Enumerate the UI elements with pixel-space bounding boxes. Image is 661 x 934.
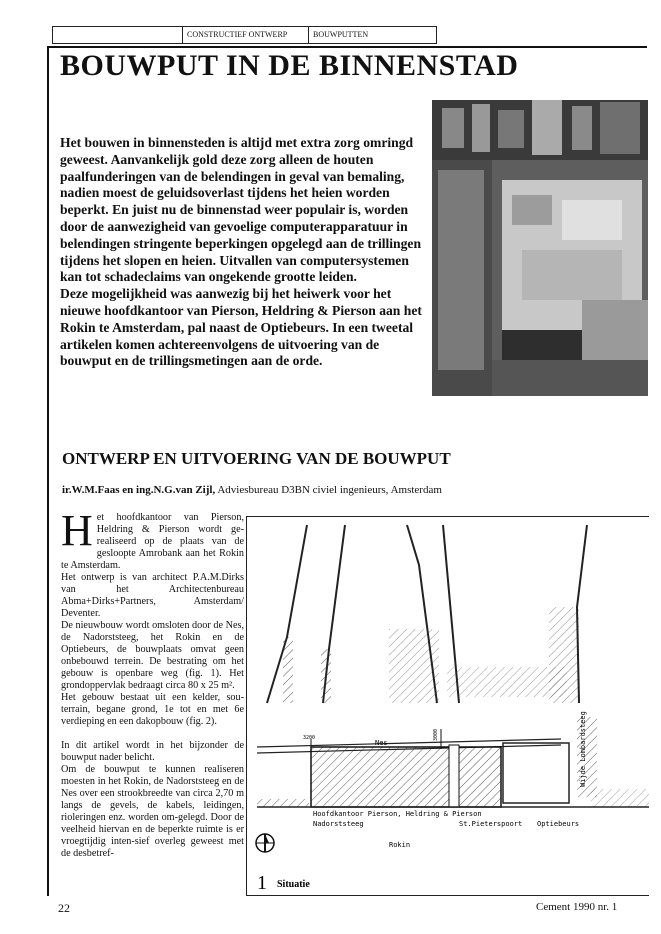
header-category: CONSTRUCTIEF ONTWERP	[182, 27, 308, 43]
label-wijde-lombardsteeg: Wijde Lombardsteeg	[579, 711, 587, 787]
label-dim-left: 3200	[303, 735, 316, 741]
body-paragraph-3: De nieuwbouw wordt omsloten door de Nes, de Nadorststeeg, het Rokin en de Optiebeurs, de bouwplaats omvat geen onbebouwd terrein. De bestrating om het gebouw is openbare weg (fig. 1). Het grondoppervlak bedraagt circa 80 x 25 m².	[61, 620, 244, 691]
body-paragraph-5: In dit artikel wordt in het bijzonder de bouwput nader belicht.	[61, 740, 244, 763]
section-heading: ONTWERP EN UITVOERING VAN DE BOUWPUT	[62, 449, 451, 468]
label-optiebeurs: Optiebeurs	[537, 820, 580, 828]
body-paragraph-4: Het gebouw bestaat uit een kelder, sou-terrain, begane grond, 1e tot en met 6e verdieping en een dakopbouw (fig. 2).	[61, 692, 244, 727]
body-paragraph-1: Het hoofdkantoor van Pierson, Heldring & Pierson wordt ge-realiseerd op de plaats van de gesloopte Amrobank aan het Rokin te Amsterdam.	[61, 506, 244, 571]
journal-reference: Cement 1990 nr. 1	[536, 901, 618, 913]
frame-top-rule	[47, 46, 647, 48]
article-title: BOUWPUT IN DE BINNENSTAD	[60, 49, 519, 82]
drop-cap: H	[61, 506, 93, 555]
byline-affiliation: Adviesbureau D3BN civiel ingenieurs, Amsterdam	[215, 484, 442, 496]
header-blank-cell	[53, 27, 182, 43]
section-header-bar	[52, 26, 437, 44]
label-rokin: Rokin	[389, 841, 411, 849]
label-nadorststeeg: Nadorststeeg	[313, 820, 364, 828]
frame-left-rule	[47, 46, 49, 896]
site-plan-drawing	[247, 517, 649, 895]
intro-paragraph-2: Deze mogelijkheid was aanwezig bij het heiwerk voor het nieuwe hoofdkantoor van Pierson, Heldring & Pierson aan het Rokin te Amsterdam, pal naast de Optiebeurs. In een tweetal artikelen komen achtereenvolgens de uitvoering van de bouwput en de trillingsmetingen aan de orde.	[60, 286, 422, 369]
article-intro	[60, 135, 428, 370]
figure-number: 1	[257, 872, 267, 894]
body-paragraph-2: Het ontwerp is van architect P.A.M.Dirks van het Architectenbureau Abma+Dirks+Partners, Amsterdam/ Deventer.	[61, 572, 244, 619]
body-paragraph-6: Om de bouwput te kunnen realiseren moesten in het Rokin, de Nadorststeeg en de Nes over een strookbreedte van circa 2,70 m langs de gevels, de kabels, leidingen, rioleringen enz. worden om-gelegd. Door de veelheid hiervan en de beperkte ruimte is er vroegtijdig inten-sief overleg geweest met de desbetref-	[61, 764, 244, 859]
label-st-pieterspoort: St.Pieterspoort	[459, 820, 523, 828]
byline-authors: ir.W.M.Faas en ing.N.G.van Zijl,	[62, 484, 216, 496]
intro-paragraph-1: Het bouwen in binnensteden is altijd met extra zorg omringd geweest. Aanvankelijk gold deze zorg alleen de houten paalfunderingen van de belendingen in geval van bemaling, nadien moest de geluidsoverlast tijdens het heien worden beperkt. En juist nu de binnenstad weer populair is, worden door de aanwezigheid van gevoelige computerapparatuur in belendingen stringente beperkingen opgelegd aan de trillingen tijdens het slopen en heien. Uitvallen van computersystemen kan tot schadeclaims van ongekende grootte leiden.	[60, 135, 422, 285]
label-hoofdkantoor: Hoofdkantoor Pierson, Heldring & Pierson	[313, 810, 482, 818]
north-arrow-icon	[256, 834, 274, 852]
figure-caption: Situatie	[277, 879, 310, 890]
body-column	[61, 506, 244, 860]
label-dim-right: 3000	[433, 728, 439, 741]
byline	[62, 484, 442, 496]
page-number: 22	[58, 901, 70, 915]
label-nes: Nes	[375, 739, 388, 747]
header-topic: BOUWPUTTEN	[308, 27, 436, 43]
aerial-photo	[432, 100, 648, 396]
figure-site-plan	[246, 516, 649, 896]
